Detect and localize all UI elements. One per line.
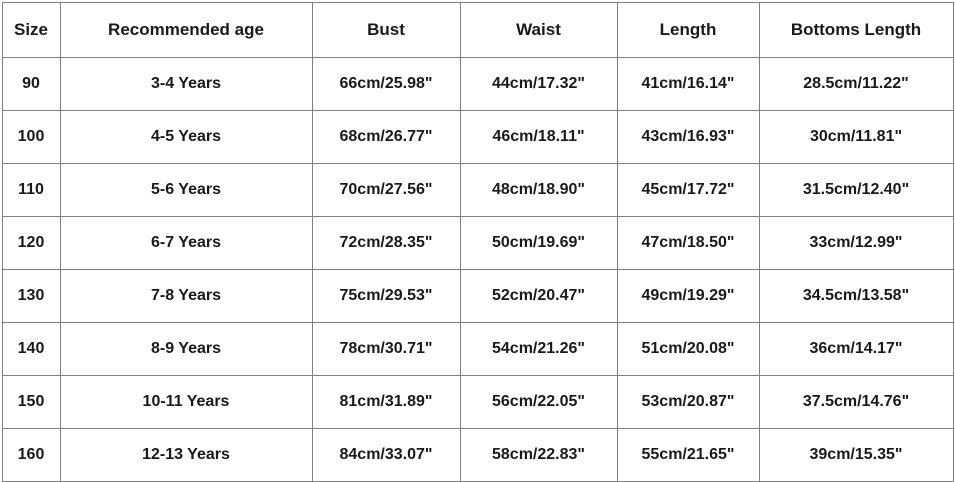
table-row xyxy=(2,323,953,376)
table-row xyxy=(2,376,953,429)
cell-size: 130 xyxy=(2,270,60,323)
cell-waist: 54cm/21.26" xyxy=(460,323,617,376)
cell-size: 120 xyxy=(2,217,60,270)
cell-size: 150 xyxy=(2,376,60,429)
table-header-row xyxy=(2,3,953,58)
cell-bottoms-length: 31.5cm/12.40" xyxy=(759,164,953,217)
column-header-bottoms-length: Bottoms Length xyxy=(759,3,953,58)
table-header xyxy=(2,3,953,58)
cell-bottoms-length: 36cm/14.17" xyxy=(759,323,953,376)
cell-bust: 84cm/33.07" xyxy=(312,429,460,482)
cell-bottoms-length: 30cm/11.81" xyxy=(759,111,953,164)
table-body xyxy=(2,58,953,482)
cell-recommended-age: 5-6 Years xyxy=(60,164,312,217)
cell-bottoms-length: 28.5cm/11.22" xyxy=(759,58,953,111)
table-row xyxy=(2,270,953,323)
size-chart-table xyxy=(2,2,954,482)
cell-waist: 50cm/19.69" xyxy=(460,217,617,270)
cell-size: 160 xyxy=(2,429,60,482)
cell-bottoms-length: 39cm/15.35" xyxy=(759,429,953,482)
cell-recommended-age: 8-9 Years xyxy=(60,323,312,376)
cell-bust: 81cm/31.89" xyxy=(312,376,460,429)
cell-bottoms-length: 37.5cm/14.76" xyxy=(759,376,953,429)
cell-waist: 52cm/20.47" xyxy=(460,270,617,323)
cell-recommended-age: 3-4 Years xyxy=(60,58,312,111)
table-row xyxy=(2,58,953,111)
cell-bust: 78cm/30.71" xyxy=(312,323,460,376)
cell-bottoms-length: 34.5cm/13.58" xyxy=(759,270,953,323)
cell-bust: 70cm/27.56" xyxy=(312,164,460,217)
column-header-size: Size xyxy=(2,3,60,58)
cell-length: 41cm/16.14" xyxy=(617,58,759,111)
table-row xyxy=(2,217,953,270)
table-row xyxy=(2,429,953,482)
column-header-waist: Waist xyxy=(460,3,617,58)
cell-recommended-age: 10-11 Years xyxy=(60,376,312,429)
cell-length: 49cm/19.29" xyxy=(617,270,759,323)
column-header-recommended-age: Recommended age xyxy=(60,3,312,58)
cell-length: 45cm/17.72" xyxy=(617,164,759,217)
cell-bust: 68cm/26.77" xyxy=(312,111,460,164)
cell-length: 53cm/20.87" xyxy=(617,376,759,429)
column-header-length: Length xyxy=(617,3,759,58)
cell-size: 110 xyxy=(2,164,60,217)
table-row xyxy=(2,164,953,217)
cell-size: 90 xyxy=(2,58,60,111)
cell-waist: 46cm/18.11" xyxy=(460,111,617,164)
cell-length: 55cm/21.65" xyxy=(617,429,759,482)
cell-bust: 66cm/25.98" xyxy=(312,58,460,111)
cell-waist: 56cm/22.05" xyxy=(460,376,617,429)
cell-length: 43cm/16.93" xyxy=(617,111,759,164)
cell-recommended-age: 4-5 Years xyxy=(60,111,312,164)
column-header-bust: Bust xyxy=(312,3,460,58)
cell-bottoms-length: 33cm/12.99" xyxy=(759,217,953,270)
table-row xyxy=(2,111,953,164)
cell-recommended-age: 12-13 Years xyxy=(60,429,312,482)
cell-length: 47cm/18.50" xyxy=(617,217,759,270)
cell-waist: 58cm/22.83" xyxy=(460,429,617,482)
cell-length: 51cm/20.08" xyxy=(617,323,759,376)
cell-recommended-age: 7-8 Years xyxy=(60,270,312,323)
cell-waist: 48cm/18.90" xyxy=(460,164,617,217)
cell-size: 100 xyxy=(2,111,60,164)
cell-waist: 44cm/17.32" xyxy=(460,58,617,111)
cell-bust: 72cm/28.35" xyxy=(312,217,460,270)
cell-bust: 75cm/29.53" xyxy=(312,270,460,323)
cell-size: 140 xyxy=(2,323,60,376)
cell-recommended-age: 6-7 Years xyxy=(60,217,312,270)
